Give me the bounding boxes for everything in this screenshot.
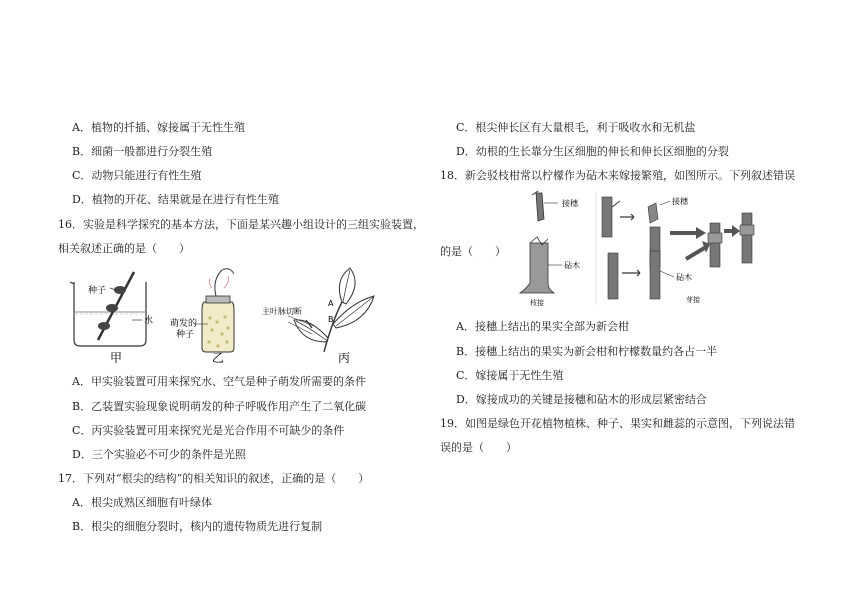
q18-option-c: C．嫁接属于无性生殖 (456, 369, 564, 382)
q19-stem-line2: 误的是（ ） (440, 441, 517, 454)
q17-stem: 17．下列对“根尖的结构”的相关知识的叙述，正确的是（ ） (58, 472, 370, 485)
q15-option-a: A．植物的扦插、嫁接属于无性生殖 (72, 121, 245, 134)
label-rootstock-left: 砧木 (564, 261, 580, 270)
label-bud-grafting: 芽接 (686, 296, 700, 304)
q16-option-d: D．三个实验必不可少的条件是光照 (72, 448, 246, 461)
q19-stem-line1: 19．如图是绿色开花植物植株、种子、果实和雌蕊的示意图，下列说法错 (440, 417, 795, 430)
q16-option-a: A．甲实验装置可用来探究水、空气是种子萌发所需要的条件 (72, 375, 366, 388)
q16-option-b: B．乙装置实验现象说明萌发的种子呼吸作用产生了二氧化碳 (72, 400, 367, 413)
q17-option-d: D．幼根的生长靠分生区细胞的伸长和伸长区细胞的分裂 (456, 145, 729, 158)
yi-setup (170, 269, 234, 365)
q16-stem-line1: 16．实验是科学探究的基本方法，下面是某兴趣小组设计的三组实验装置， (58, 218, 424, 231)
q18-stem-line2: 的是（ ） (440, 245, 506, 258)
seed-bottom (98, 322, 110, 330)
q18-option-d: D．嫁接成功的关键是接穗和砧木的形成层紧密结合 (456, 393, 707, 406)
bud-grafting-illustration (602, 196, 754, 304)
label-sprouting-seed-2: 种子 (176, 330, 195, 340)
q18-option-a: A．接穗上结出的果实全部为新会柑 (456, 320, 629, 333)
label-bing: 丙 (338, 351, 351, 365)
label-sprouting-seed-1: 萌发的 (170, 319, 198, 329)
q15-option-b: B．细菌一般都进行分裂生殖 (72, 145, 213, 158)
q18-figure (510, 189, 762, 307)
q17-option-c: C．根尖伸长区有大量根毛，利于吸收水和无机盐 (456, 121, 696, 134)
label-scion-left: 接穗 (562, 199, 578, 208)
q16-option-c: C．丙实验装置可用来探究光是光合作用不可缺少的条件 (72, 424, 345, 437)
label-jia: 甲 (110, 351, 123, 365)
label-a: A (328, 299, 334, 308)
label-vein-cut: 主叶脉切断 (262, 307, 302, 316)
jia-setup (70, 272, 153, 365)
q18-option-b: B．接穗上结出的果实为新会柑和柠檬数量约各占一半 (456, 345, 718, 358)
label-rootstock-mid: 砧木 (676, 273, 692, 282)
label-water: 水 (144, 316, 154, 326)
q18-stem-line1: 18．新会驳枝柑常以柠檬作为砧木来嫁接繁殖，如图所示。下列叙述错误 (440, 169, 795, 182)
seed-mid (106, 304, 118, 312)
label-seed: 种子 (88, 286, 107, 296)
q16-figure (62, 262, 392, 366)
label-scion-mid: 接穗 (672, 197, 688, 206)
label-b: B (328, 315, 334, 324)
label-yi: 乙 (212, 351, 225, 365)
q15-option-c: C．动物只能进行有性生殖 (72, 169, 202, 182)
bing-setup (262, 268, 374, 365)
q17-option-a: A．根尖成熟区细胞有叶绿体 (72, 496, 212, 509)
branch-grafting-illustration (520, 191, 580, 307)
q16-stem-line2: 相关叙述正确的是（ ） (58, 242, 190, 255)
label-branch-grafting: 枝接 (530, 299, 544, 307)
q15-option-d: D．植物的开花、结果就是在进行有性生殖 (72, 193, 279, 206)
q17-option-b: B．根尖的细胞分裂时，核内的遗传物质先进行复制 (72, 520, 323, 533)
